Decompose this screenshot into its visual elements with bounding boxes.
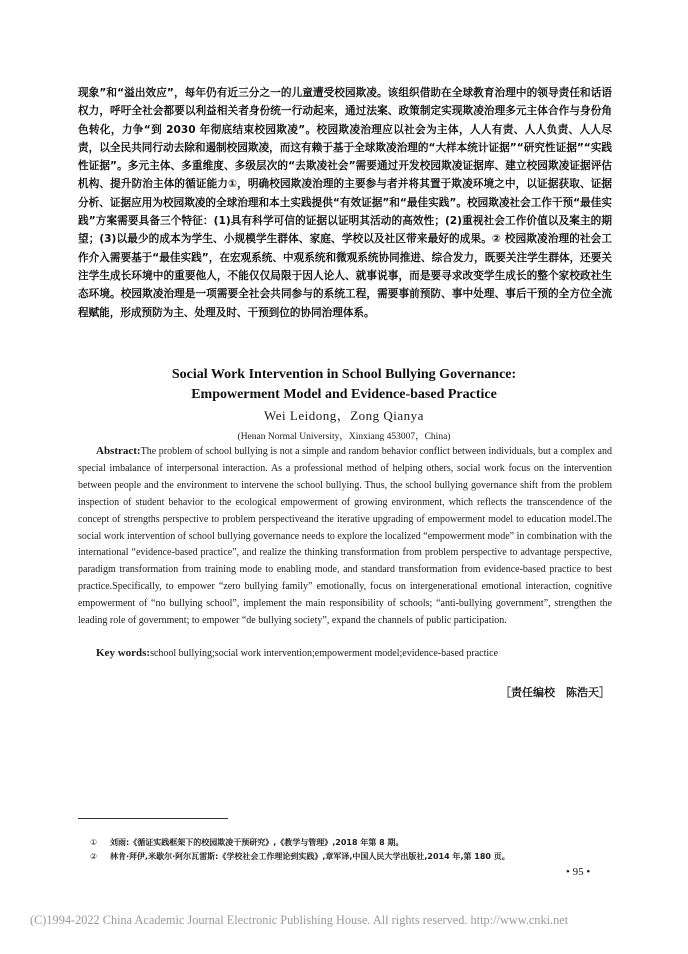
keywords-text: school bullying;social work intervention;empowerment model;evidence-based practice xyxy=(150,648,499,659)
responsible-editor: ［责任编校 陈浩天］ xyxy=(500,686,610,699)
page-number: • 95 • xyxy=(566,866,591,878)
footnote-2 xyxy=(90,851,610,862)
footnote-2-mark: ② xyxy=(90,852,98,861)
english-title-line-1: Social Work Intervention in School Bullying Governance: xyxy=(171,367,517,382)
footnote-2-text: 林肯·拜伊,米歇尔·阿尔瓦雷斯:《学校社会工作理论到实践》,章军译,中国人民大学出版社,2014 年,第 180 页。 xyxy=(110,852,510,861)
footnote-1 xyxy=(90,837,610,848)
chinese-body-paragraph: 现象”和“溢出效应”，每年仍有近三分之一的儿童遭受校园欺凌。该组织借助在全球教育治理中的领导责任和话语权力，呼吁全社会都要以利益相关者身份统一行动起来，通过法案、政策制定实现欺凌治理多元主体合作与身份角色转化，力争“到 2030 年彻底结束校园欺凌”。校园欺凌治理应以社会为主体，人人有责、人人负责、人人尽责，以全民共同行动去除和遏制校园欺凌，而这有赖于基于全球欺凌治理的“大样本统计证据”“研究性证据”“实践性证据”。多元主体、多重维度、多级层次的“去欺凌社会”需要通过开发校园欺凌证据库、建立校园欺凌证据评估机构、提升防治主体的循证能力①，明确校园欺凌治理的主要参与者并将其置于欺凌环境之中，以证据获取、证据分析、证据应用为校园欺凌的全球治理和本土实践提供“有效证据”和“最佳实践”。校园欺凌社会工作干预“最佳实践”方案需要具备三个特征：(1)具有科学可信的证据以证明其活动的高效性；(2)重视社会工作价值以及案主的期望；(3)以最少的成本为学生、小规模学生群体、家庭、学校以及社区带来最好的成果。② 校园欺凌治理的社会工作介入需要基于“最佳实践”，在宏观系统、中观系统和微观系统协同推进、综合发力，既要关注学生群体，还要关注学生成长环境中的重要他人，不能仅仅局限于因人论人、就事说事，而是要寻求改变学生成长的整个家校政社生态环境。校园欺凌治理是一项需要全社会共同参与的系统工程，需要事前预防、事中处理、事后干预的全方位全流程赋能，形成预防为主、处理及时、干预到位的协同治理体系。 xyxy=(78,87,612,319)
keywords-label: Key words: xyxy=(96,647,151,659)
keywords xyxy=(96,647,612,659)
footnote-1-text: 刘雨:《循证实践框架下的校园欺凌干预研究》,《教学与管理》,2018 年第 8 期。 xyxy=(110,838,404,847)
footnote-divider xyxy=(78,818,228,819)
copyright-notice: (C)1994-2022 China Academic Journal Electronic Publishing House. All rights reserved. http://www.cnki.net xyxy=(30,913,569,927)
abstract-label: Abstract: xyxy=(96,445,141,457)
abstract xyxy=(78,443,612,630)
footnote-1-mark: ① xyxy=(90,838,98,847)
abstract-text: The problem of school bullying is not a simple and random behavior conflict between individuals, but a complex and special imbalance of interpersonal interaction. As a professional method of helping others, social work focus on the intervention between people and the environment to intervene the school bullying. Thus, the school bullying governance shift from the problem inspection of student behavior to the ecological empowerment of growing environment, which reflects the transcendence of the concept of strengths perspective to problem perspectiveand the iterative upgrading of empowerment model to education model.The social work intervention of school bullying governance needs to explore the localized “empowerment mode” in combination with the international “evidence-based practice”, and realize the thinking transformation from problem perspective to advantage perspective, paradigm transformation from training mode to enabling mode, and standard transformation from evidence-based practice to best practice.Specifically, to empower “zero bullying family” emotionally, focus on intergenerational emotional interaction, cognitive empowerment of “no bullying school”, implement the main responsibility of schools; “anti-bullying government”, strengthen the leading role of government; to empower “de bullying society”, expand the channels of public participation. xyxy=(78,446,612,627)
english-title-line-2: Empowerment Model and Evidence-based Practice xyxy=(191,387,497,402)
authors: Wei Leidong，Zong Qianya xyxy=(264,408,424,423)
affiliation: (Henan Normal University，Xinxiang 453007，China) xyxy=(237,432,451,442)
